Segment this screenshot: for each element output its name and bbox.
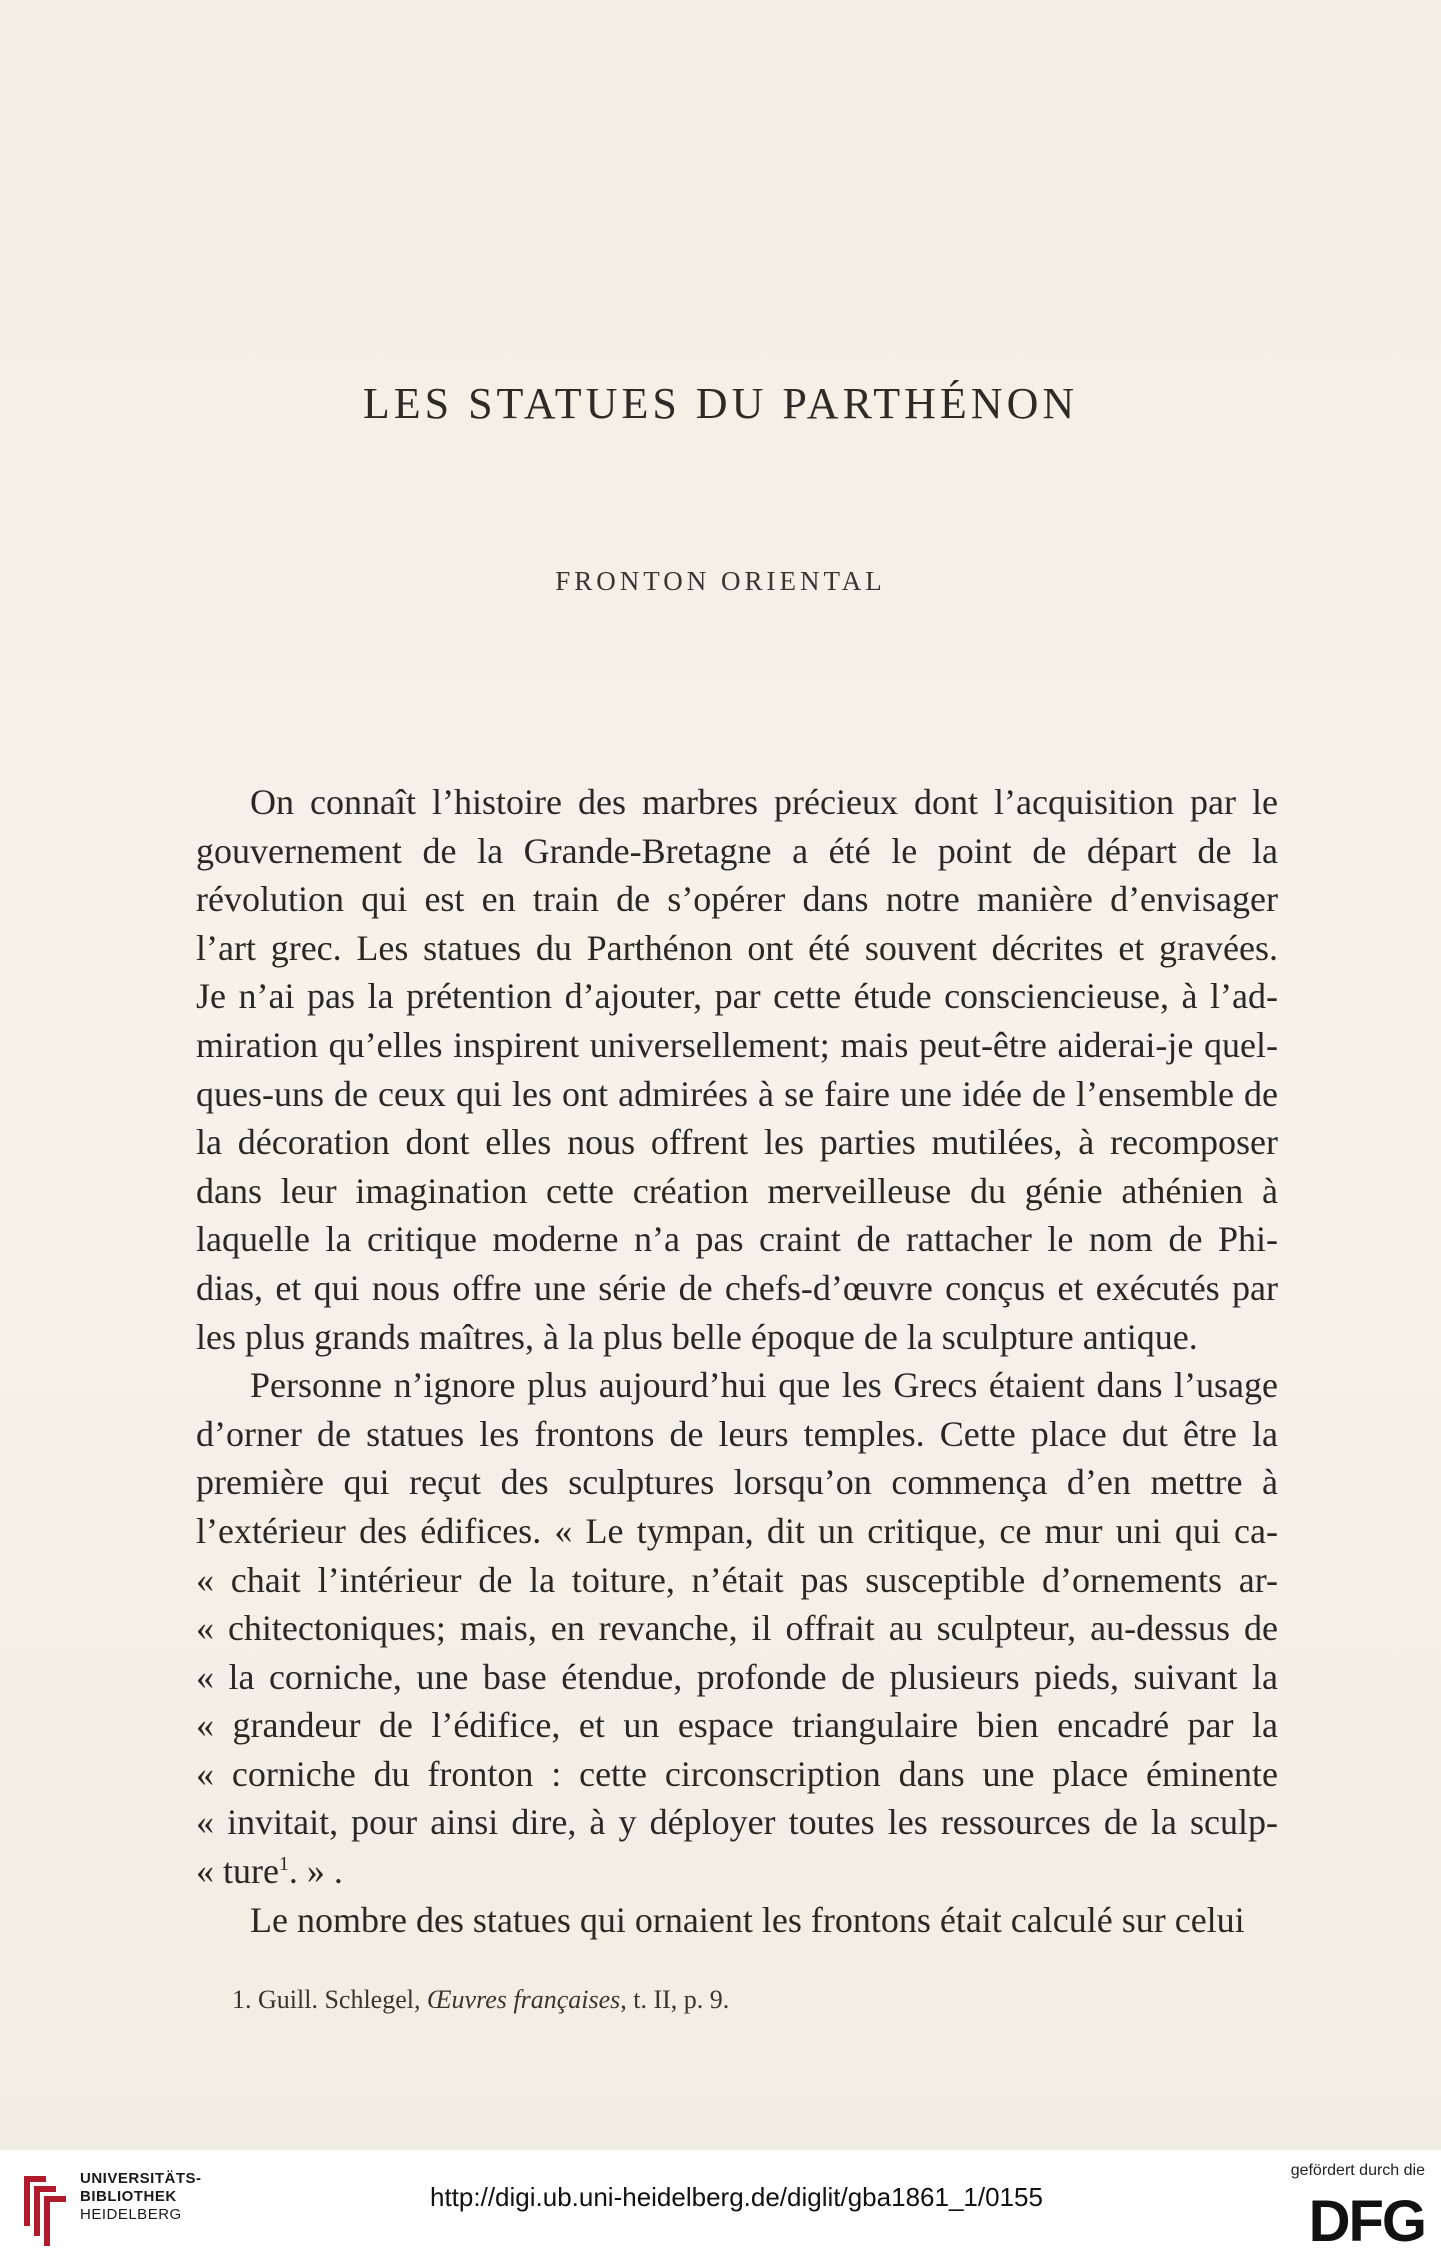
footnote-number: 1. bbox=[232, 1985, 252, 2014]
text-line: « la corniche, une base étendue, profonde de plusieurs pieds, suivant la bbox=[196, 1656, 1278, 1697]
university-library-logo-icon[interactable] bbox=[14, 2168, 72, 2248]
footnote bbox=[232, 1985, 1232, 2015]
funding-label: gefördert durch die bbox=[1290, 2162, 1425, 2179]
library-line-2: BIBLIOTHEK bbox=[80, 2188, 177, 2205]
text-line: ques-uns de ceux qui les ont admirées à se faire une idée de l’ensemble de bbox=[196, 1073, 1278, 1114]
text-line: « chait l’intérieur de la toiture, n’était pas susceptible d’ornements ar- bbox=[196, 1559, 1278, 1600]
text-line: première qui reçut des sculptures lorsqu’on commença d’en mettre à bbox=[196, 1462, 1278, 1503]
text-line: « chitectoniques; mais, en revanche, il offrait au sculpteur, au-dessus de bbox=[196, 1608, 1278, 1649]
text-line: Le nombre des statues qui ornaient les frontons était calculé sur celui bbox=[250, 1899, 1245, 1940]
paragraph-2 bbox=[196, 1361, 1278, 1896]
text-line: « corniche du fronton : cette circonscription dans une place éminente bbox=[196, 1753, 1278, 1794]
text-line: On connaît l’histoire des marbres précieux dont l’acquisition par le bbox=[250, 782, 1278, 822]
text-fragment: « ture bbox=[196, 1851, 279, 1892]
library-name[interactable] bbox=[80, 2170, 202, 2224]
text-line: « grandeur de l’édifice, et un espace triangulaire bien encadré par la bbox=[196, 1705, 1278, 1746]
body-text bbox=[196, 778, 1278, 1944]
text-line: dias, et qui nous offre une série de chefs-d’œuvre conçus et exécutés par bbox=[196, 1267, 1278, 1308]
text-line: les plus grands maîtres, à la plus belle époque de la sculpture antique. bbox=[196, 1316, 1198, 1357]
text-line: d’orner de statues les frontons de leurs temples. Cette place dut être la bbox=[196, 1413, 1278, 1454]
text-line: la décoration dont elles nous offrent les parties mutilées, à recomposer bbox=[196, 1122, 1278, 1163]
paragraph-1 bbox=[196, 778, 1278, 1361]
viewer-footer bbox=[0, 2150, 1441, 2265]
footnote-ref: , t. II, p. 9. bbox=[620, 1985, 730, 2014]
text-line: laquelle la critique moderne n’a pas craint de rattacher le nom de Phi- bbox=[196, 1219, 1278, 1260]
text-line: l’art grec. Les statues du Parthénon ont été souvent décrites et gravées. bbox=[196, 927, 1278, 968]
dfg-logo[interactable]: DFG bbox=[1308, 2189, 1425, 2254]
page-title: LES STATUES DU PARTHÉNON bbox=[362, 379, 1079, 428]
footnote-author: Guill. Schlegel, bbox=[258, 1985, 421, 2014]
library-line-3: HEIDELBERG bbox=[80, 2206, 182, 2223]
text-fragment: . » . bbox=[288, 1851, 343, 1892]
footnote-marker[interactable]: 1 bbox=[278, 1853, 289, 1876]
library-line-1: UNIVERSITÄTS- bbox=[80, 2170, 202, 2187]
text-line: dans leur imagination cette création merveilleuse du génie athénien à bbox=[196, 1170, 1278, 1211]
text-line: gouvernement de la Grande-Bretagne a été le point de départ de la bbox=[196, 830, 1278, 871]
text-line: « invitait, pour ainsi dire, à y déployer toutes les ressources de la sculp- bbox=[196, 1802, 1278, 1843]
footnote-work: Œuvres françaises bbox=[426, 1985, 621, 2014]
text-line: l’extérieur des édifices. « Le tympan, dit un critique, ce mur uni qui ca- bbox=[196, 1510, 1278, 1551]
text-line: Je n’ai pas la prétention d’ajouter, par cette étude consciencieuse, à l’ad- bbox=[196, 976, 1278, 1017]
text-line bbox=[196, 1847, 1278, 1896]
permalink-url[interactable]: http://digi.ub.uni-heidelberg.de/diglit/gba1861_1/0155 bbox=[430, 2182, 1043, 2212]
text-line: miration qu’elles inspirent universellement; mais peut-être aiderai-je quel- bbox=[196, 1024, 1278, 1065]
section-subtitle: FRONTON ORIENTAL bbox=[555, 566, 886, 596]
paragraph-3 bbox=[196, 1896, 1278, 1945]
text-line: Personne n’ignore plus aujourd’hui que les Grecs étaient dans l’usage bbox=[250, 1365, 1278, 1406]
text-line: révolution qui est en train de s’opérer dans notre manière d’envisager bbox=[196, 879, 1278, 920]
